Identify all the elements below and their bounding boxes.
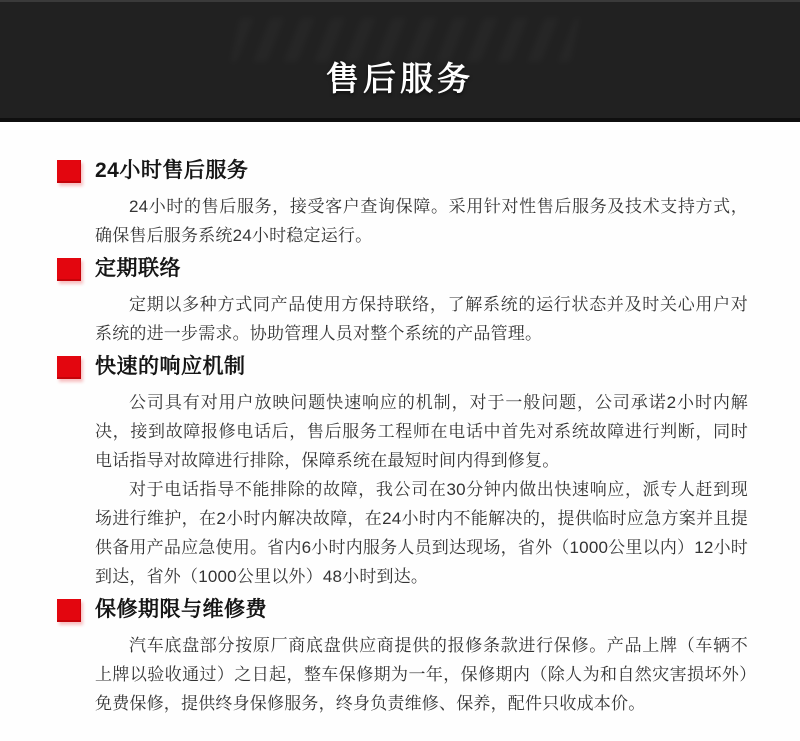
- section-paragraph: 24小时的售后服务，接受客户查询保障。采用针对性售后服务及技术支持方式，确保售后服务系统24小时稳定运行。: [95, 197, 748, 245]
- red-square-bullet-icon: [57, 356, 81, 379]
- section-heading-row: [57, 354, 748, 380]
- header-banner: [0, 0, 800, 122]
- content: [0, 122, 800, 718]
- section-paragraph: 定期以多种方式同产品使用方保持联络，了解系统的运行状态并及时关心用户对系统的进一步需求。协助管理人员对整个系统的产品管理。: [95, 295, 748, 343]
- section-paragraph: 对于电话指导不能排除的故障，我公司在30分钟内做出快速响应，派专人赶到现场进行维护，在2小时内解决故障，在24小时内不能解决的，提供临时应急方案并且提供备用产品应急使用。省内6小时内服务人员到达现场，省外（1000公里以内）12小时到达，省外（1000公里以外）48小时到达。: [95, 480, 748, 586]
- section-rapid-response: [57, 354, 748, 591]
- section-title: 保修期限与维修费: [95, 598, 267, 621]
- section-regular-contact: [57, 256, 748, 348]
- section-warranty: [57, 597, 748, 718]
- section-24h-service: [57, 158, 748, 250]
- red-square-bullet-icon: [57, 599, 81, 622]
- section-title: 定期联络: [95, 257, 181, 280]
- page-title: 售后服务: [326, 60, 474, 97]
- section-title: 快速的响应机制: [95, 355, 246, 378]
- section-paragraph: 汽车底盘部分按原厂商底盘供应商提供的报修条款进行保修。产品上牌（车辆不上牌以验收通过）之日起，整车保修期为一年，保修期内（除人为和自然灾害损坏外）免费保修，提供终身保修服务，终身负责维修、保养，配件只收成本价。: [95, 636, 748, 713]
- watermark-smudge: [230, 18, 579, 62]
- section-heading-row: [57, 256, 748, 282]
- red-square-bullet-icon: [57, 258, 81, 281]
- section-paragraph: 公司具有对用户放映问题快速响应的机制，对于一般问题，公司承诺2小时内解决，接到故障报修电话后，售后服务工程师在电话中首先对系统故障进行判断，同时电话指导对故障进行排除，保障系统在最短时间内得到修复。: [95, 393, 748, 470]
- section-heading-row: [57, 597, 748, 623]
- section-heading-row: [57, 158, 748, 184]
- red-square-bullet-icon: [57, 160, 81, 183]
- section-title: 24小时售后服务: [95, 159, 249, 182]
